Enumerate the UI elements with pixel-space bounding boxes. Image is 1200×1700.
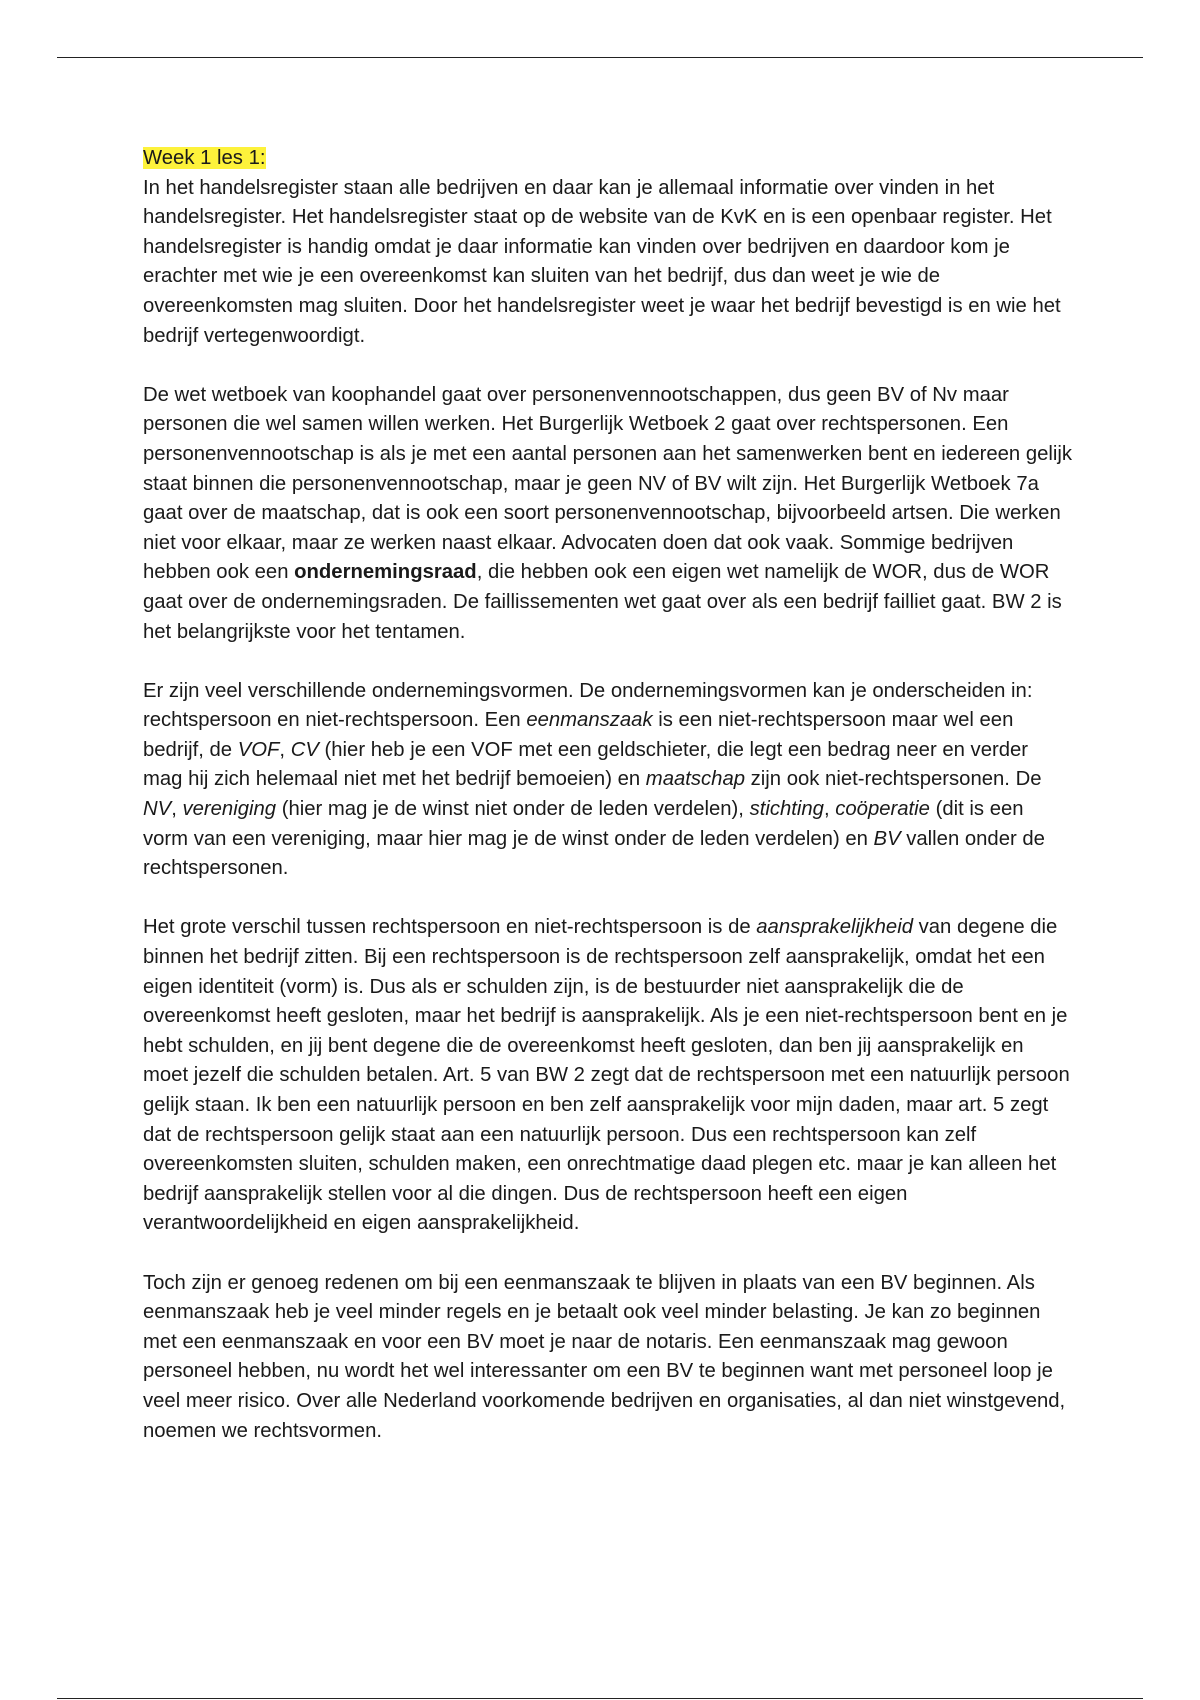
- text-run: ,: [171, 798, 183, 821]
- italic-term: stichting: [749, 798, 824, 821]
- italic-term: CV: [290, 738, 319, 761]
- text-run: vallen onder de rechtspersonen.: [143, 827, 1045, 880]
- bold-term: ondernemingsraad: [294, 561, 477, 584]
- text-run: Het grote verschil tussen rechtspersoon en niet-rechtspersoon is de: [143, 916, 757, 939]
- paragraph-ondernemingsvormen: [143, 677, 1073, 884]
- week-heading: Week 1 les 1:: [143, 147, 266, 169]
- heading-line: [143, 144, 1073, 174]
- header-rule: [57, 57, 1143, 58]
- text-run: , die hebben ook een eigen wet namelijk de WOR, dus de WOR gaat over de ondernemingsraden. De faillissementen wet gaat over als een bedrijf failliet gaat. BW 2 is het belangrijkste voor het tentamen.: [143, 561, 1062, 643]
- text-run: (dit is een vorm van een vereniging, maar hier mag je de winst onder de leden verdelen) en: [143, 798, 1024, 850]
- italic-term: coöperatie: [835, 798, 930, 821]
- document-body: [143, 144, 1073, 1476]
- text-run: (hier heb je een VOF met een geldschieter, die legt een bedrag neer en verder mag hij zich helemaal niet met het bedrijf bemoeien) en: [143, 738, 1029, 791]
- italic-term: maatschap: [645, 768, 746, 791]
- paragraph-eenmanszaak: Toch zijn er genoeg redenen om bij een eenmanszaak te blijven in plaats van een BV beginnen. Als eenmanszaak heb je veel minder regels en je betaalt ook veel minder belasting. Je kan zo beginnen met een eenmanszaak en voor een BV moet je naar de notaris. Een eenmanszaak mag gewoon personeel hebben, nu wordt het wel interessanter om een BV te beginnen want met personeel loop je veel meer risico. Over alle Nederland voorkomende bedrijven en organisaties, al dan niet winstgevend, noemen we rechtsvormen.: [143, 1271, 1066, 1442]
- paragraph-wetboeken: [143, 381, 1073, 647]
- italic-term: eenmanszaak: [526, 709, 653, 732]
- italic-term: NV: [143, 798, 172, 821]
- text-run: (hier mag je de winst niet onder de leden verdelen),: [276, 798, 750, 821]
- footer-rule: [57, 1698, 1143, 1699]
- italic-term: aansprakelijkheid: [756, 916, 913, 939]
- text-run: ,: [279, 738, 291, 761]
- italic-term: VOF: [237, 738, 280, 761]
- text-run: van degene die binnen het bedrijf zitten. Bij een rechtspersoon is de rechtspersoon zelf aansprakelijk, omdat het een eigen identiteit (vorm) is. Dus als er schulden zijn, is de bestuurder niet aansprakelijk die de overeenkomst heeft gesloten, maar het bedrijf is aansprakelijk. Als je een niet-rechtspersoon bent en je hebt schulden, en jij bent degene die de overeenkomst heeft gesloten, dan ben jij aansprakelijk en moet jezelf die schulden betalen. Art. 5 van BW 2 zegt dat de rechtspersoon met een natuurlijk persoon gelijk staan. Ik ben een natuurlijk persoon en ben zelf aansprakelijk voor mijn daden, maar art. 5 zegt dat de rechtspersoon gelijk staat aan een natuurlijk persoon. Dus een rechtspersoon kan zelf overeenkomsten sluiten, schulden maken, een onrechtmatige daad plegen etc. maar je kan alleen het bedrijf aansprakelijk stellen voor al die dingen. Dus de rechtspersoon heeft een eigen verantwoordelijkheid en eigen aansprakelijkheid.: [143, 916, 1070, 1235]
- paragraph-aansprakelijkheid: [143, 913, 1073, 1239]
- text-run: ,: [823, 798, 836, 821]
- italic-term: vereniging: [182, 798, 277, 821]
- text-run: is een niet-rechtspersoon maar wel een bedrijf, de: [143, 709, 1014, 761]
- paragraph-handelsregister: In het handelsregister staan alle bedrijven en daar kan je allemaal informatie over vinden in het handelsregister. Het handelsregister staat op de website van de KvK en is een openbaar register. Het handelsregister is handig omdat je daar informatie kan vinden over bedrijven en daardoor kom je erachter met wie je een overeenkomst kan sluiten van het bedrijf, dus dan weet je wie de overeenkomsten mag sluiten. Door het handelsregister weet je waar het bedrijf bevestigd is en wie het bedrijf vertegenwoordigt.: [143, 176, 1061, 347]
- italic-term: BV: [873, 827, 901, 850]
- text-run: Er zijn veel verschillende ondernemingsvormen. De ondernemingsvormen kan je onderscheiden in: rechtspersoon en niet-rechtspersoon. Een: [143, 679, 1033, 732]
- text-run: De wet wetboek van koophandel gaat over personenvennootschappen, dus geen BV of Nv maar personen die wel samen willen werken. Het Burgerlijk Wetboek 2 gaat over rechtspersonen. Een personenvennootschap is als je met een aantal personen aan het samenwerken bent en iedereen gelijk staat binnen die personenvennootschap, maar je geen NV of BV wilt zijn. Het Burgerlijk Wetboek 7a gaat over de maatschap, dat is ook een soort personenvennootschap, bijvoorbeeld artsen. Die werken niet voor elkaar, maar ze werken naast elkaar. Advocaten doen dat ook vaak. Sommige bedrijven hebben ook een: [143, 383, 1073, 584]
- text-run: zijn ook niet-rechtspersonen. De: [745, 768, 1042, 791]
